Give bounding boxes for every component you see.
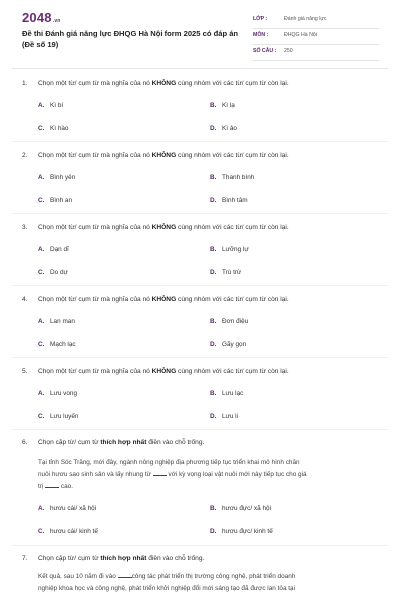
option-b[interactable]: B. Lưu lạc <box>210 390 244 397</box>
option-a[interactable]: A. Lan man <box>38 318 75 325</box>
option-a[interactable]: A. Dạn dĩ <box>38 246 69 253</box>
meta-value: 250 <box>284 48 293 54</box>
option-a[interactable]: A. Kì bí <box>38 102 64 109</box>
meta-value: ĐHQG Hà Nội <box>284 32 317 38</box>
blank-line[interactable] <box>118 572 132 578</box>
meta-label: LỚP : <box>253 16 268 22</box>
question-divider <box>12 545 388 546</box>
option-b[interactable]: B. Thanh bình <box>210 174 255 181</box>
option-b[interactable]: B. hươu đực/ xã hội <box>210 505 271 512</box>
option-c[interactable]: C. Mạch lạc <box>38 341 76 348</box>
question-divider <box>12 429 388 430</box>
option-d[interactable]: D. Bình tâm <box>210 197 248 204</box>
question-stem: 6. Chọn cặp từ/ cụm từ thích hợp nhất điền vào chỗ trống. <box>22 439 205 446</box>
blank-line[interactable] <box>45 482 59 488</box>
option-a[interactable]: A. Lưu vong <box>38 390 78 397</box>
question-stem: 3. Chọn một từ/ cụm từ mà nghĩa của nó KHÔNG cùng nhóm với các từ/ cụm từ còn lại. <box>22 224 289 231</box>
question-divider <box>12 213 388 214</box>
option-c[interactable]: C. Bình an <box>38 197 73 204</box>
option-d[interactable]: D. Lưu li <box>210 413 239 420</box>
option-c[interactable]: C. Lưu luyến <box>38 413 79 420</box>
option-c[interactable]: C. Do dự <box>38 269 68 276</box>
option-c[interactable]: C. hươu cái/ kinh tế <box>38 528 98 535</box>
question-stem: 4. Chọn một từ/ cụm từ mà nghĩa của nó KHÔNG cùng nhóm với các từ/ cụm từ còn lại. <box>22 296 289 303</box>
question-passage: Kết quả, sau 10 năm đi vào công tác phát triển thị trường công nghệ, phát triển doanh nghiệp khoa học và công nghệ, phát triển khởi nghiệp đổi mới sáng tạo đã được lan tỏa tại <box>38 573 296 592</box>
meta-label: SỐ CÂU : <box>253 48 277 54</box>
meta-value: Đánh giá năng lực <box>284 16 327 22</box>
question-stem: 2. Chọn một từ/ cụm từ mà nghĩa của nó KHÔNG cùng nhóm với các từ/ cụm từ còn lại. <box>22 152 289 159</box>
question-stem: 7. Chọn cặp từ/ cụm từ thích hợp nhất điền vào chỗ trống. <box>22 555 205 562</box>
question-divider <box>12 285 388 286</box>
option-d[interactable]: D. Kì ảo <box>210 125 237 132</box>
question-divider <box>12 357 388 358</box>
question-stem: 1. Chọn một từ/ cụm từ mà nghĩa của nó KHÔNG cùng nhóm với các từ/ cụm từ còn lại. <box>22 80 289 87</box>
option-b[interactable]: B. Kì lạ <box>210 102 235 109</box>
option-a[interactable]: A. Bình yên <box>38 174 76 181</box>
option-c[interactable]: C. Kì hào <box>38 125 69 132</box>
option-d[interactable]: D. Trù trừ <box>210 269 242 276</box>
option-d[interactable]: D. hươu đực/ kinh tế <box>210 528 273 535</box>
site-logo[interactable]: 2048.vn <box>22 10 61 25</box>
option-a[interactable]: A. hươu cái/ xã hội <box>38 505 97 512</box>
option-d[interactable]: D. Gãy gọn <box>210 341 247 348</box>
exam-title: Đề thi Đánh giá năng lực ĐHQG Hà Nội form 2025 có đáp án (Đề số 19) <box>22 29 239 49</box>
blank-line[interactable] <box>153 470 167 476</box>
option-b[interactable]: B. Đơn điệu <box>210 318 249 325</box>
meta-label: MÔN : <box>253 32 269 38</box>
question-passage: Tại tỉnh Sóc Trăng, mới đây, ngành nông nghiệp địa phương tiếp tục triển khai mô hình chăn nuôi hươu sao sinh sản và lấy nhung từ với kỳ vọng loại vật nuôi mới này tiếp tục cho giá trị cao. <box>38 459 307 490</box>
question-stem: 5. Chọn một từ/ cụm từ mà nghĩa của nó KHÔNG cùng nhóm với các từ/ cụm từ còn lại. <box>22 368 289 375</box>
option-b[interactable]: B. Lưỡng lự <box>210 246 249 253</box>
question-divider <box>12 141 388 142</box>
